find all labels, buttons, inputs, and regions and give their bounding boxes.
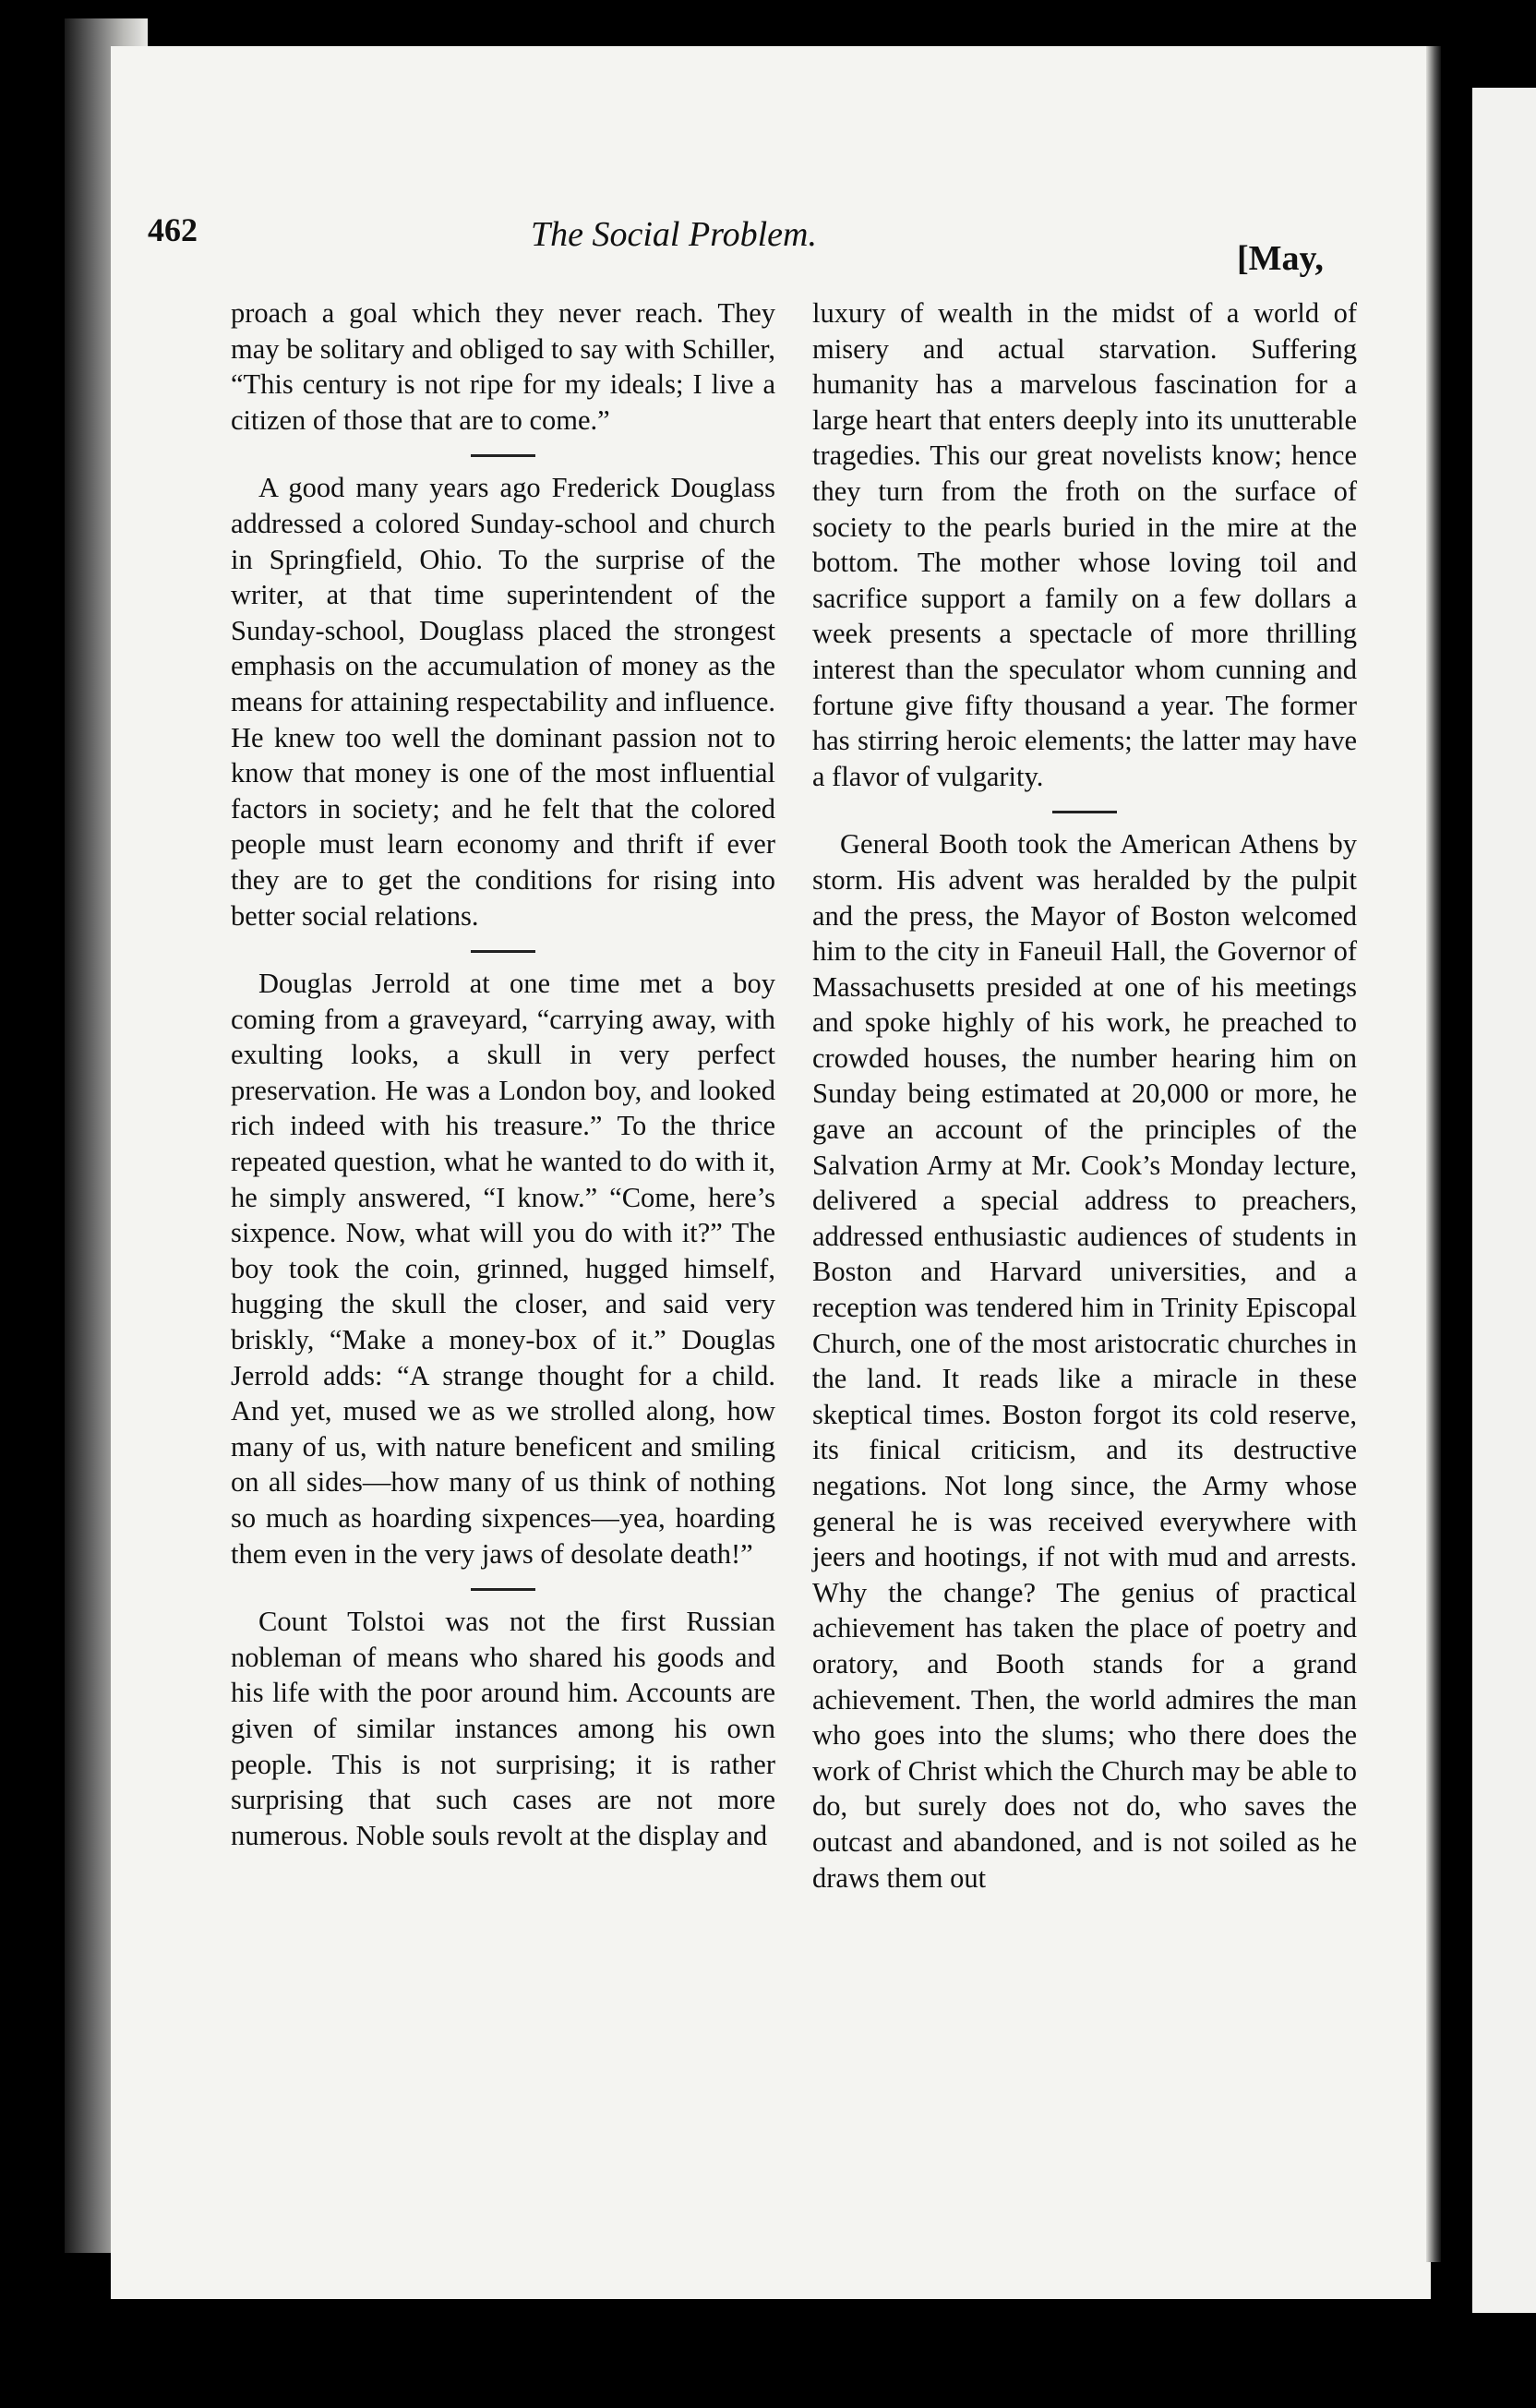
page-edge-shadow xyxy=(1426,46,1441,2262)
section-divider xyxy=(471,1588,535,1591)
left-text-column xyxy=(231,295,775,1853)
right-text-column xyxy=(812,295,1357,1896)
running-head-title: The Social Problem. xyxy=(531,215,817,254)
paragraph: luxury of wealth in the midst of a world of misery and actual starvation. Suffering humanity has a marvelous fascination for a large heart that enters deeply into its unutterable tragedies. This our great novelists know; hence they turn from the froth on the surface of society to the pearls buried in the mire at the bottom. The mother whose loving toil and sacrifice support a family on a few dollars a week presents a spectacle of more thrilling interest than the speculator whom cunning and fortune give fifty thousand a year. The former has stirring heroic elements; the latter may have a flavor of vulgarity. xyxy=(812,297,1357,792)
page-number: 462 xyxy=(148,211,198,248)
paragraph: Douglas Jerrold at one time met a boy coming from a graveyard, “carrying away, with exulting looks, a skull in very perfect preservation. He was a London boy, and looked rich indeed with his treasure.” To the thrice repeated question, what he wanted to do with it, he simply answered, “I know.” “Come, here’s sixpence. Now, what will you do with it?” The boy took the coin, grinned, hugged himself, hugging the skull the closer, and said very briskly, “Make a money-box of it.” Douglas Jerrold adds: “A strange thought for a child. And yet, mused we as we strolled along, how many of us, with nature beneficent and smiling on all sides—how many of us think of nothing so much as hoarding sixpences—yea, hoarding them even in the very jaws of desolate death!” xyxy=(231,968,775,1570)
section-divider xyxy=(471,454,535,457)
section-divider xyxy=(1052,811,1117,813)
paragraph: A good many years ago Frederick Douglass addressed a colored Sunday-school and church in Springfield, Ohio. To the surprise of the writer, at that time superintendent of the Sunday-school, Douglass placed the strongest emphasis on the accumulation of money as the means for attaining respectability and influence. He knew too well the dominant passion not to know that money is one of the most influential factors in society; and he felt that the colored people must learn economy and thrift if ever they are to get the conditions for rising into better social relations. xyxy=(231,472,775,932)
paragraph: Count Tolstoi was not the first Russian nobleman of means who shared his goods and his life with the poor around him. Accounts are given of similar instances among his own people. This is not surprising; it is rather surprising that such cases are not more numerous. Noble souls revolt at the display and xyxy=(231,1606,775,1851)
page-header xyxy=(148,166,1338,278)
section-divider xyxy=(471,950,535,953)
paragraph: proach a goal which they never reach. They may be solitary and obliged to say with Schiller, “This century is not ripe for my ideals; I live a citizen of those that are to come.” xyxy=(231,297,775,436)
running-head-month: [May, xyxy=(1237,239,1324,278)
paragraph: General Booth took the American Athens by storm. His advent was heralded by the pulpit and the press, the Mayor of Boston welcomed him to the city in Faneuil Hall, the Governor of Massachusetts presided at one of his meetings and spoke highly of his work, he preached to crowded houses, the number hearing him on Sunday being estimated at 20,000 or more, he gave an account of the principles of the Salvation Army at Mr. Cook’s Monday lecture, delivered a special address to preachers, addressed enthusiastic audiences of students in Boston and Harvard universities, and a reception was tendered him in Trinity Episcopal Church, one of the most aristocratic churches in the land. It reads like a miracle in these skeptical times. Boston forgot its cold reserve, its finical criticism, and its destructive negations. Not long since, the Army whose general he is was received everywhere with jeers and hootings, if not with mud and arrests. Why the change? The genius of practical achievement has taken the place of poetry and oratory, and Booth stands for a grand achievement. Then, the world admires the man who goes into the slums; who there does the work of Christ which the Church may be able to do, but surely does not do, who saves the outcast and abandoned, and is not soiled as he draws them out xyxy=(812,828,1357,1894)
facing-page-sliver xyxy=(1472,88,1536,2313)
